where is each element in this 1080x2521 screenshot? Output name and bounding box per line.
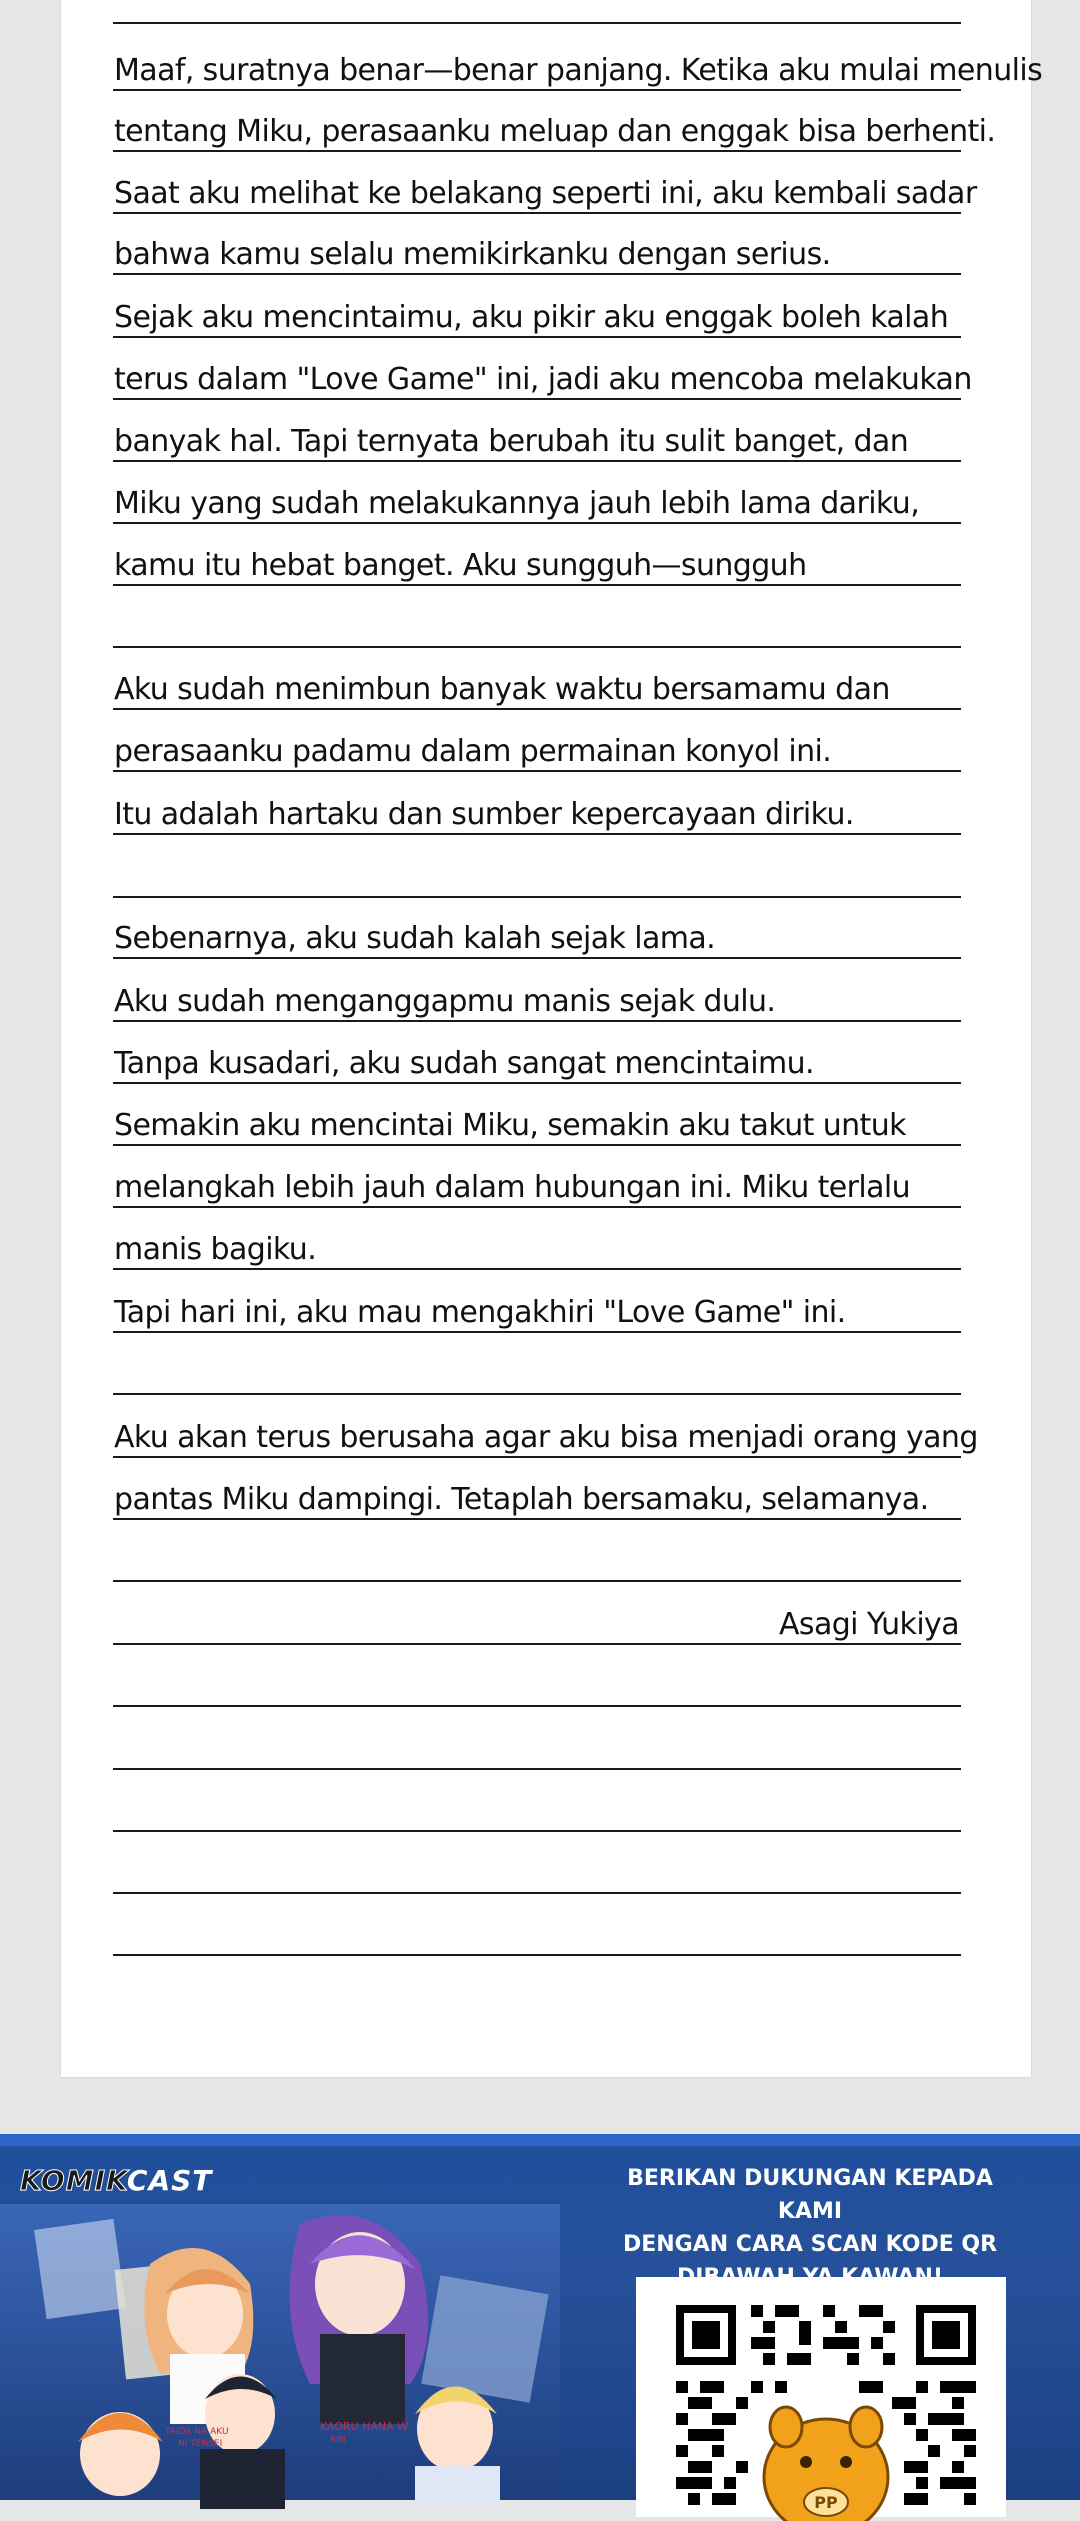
manga-characters-artwork: [0, 2204, 560, 2500]
qr-code[interactable]: [636, 2277, 1006, 2517]
ruled-line: [113, 1144, 961, 1146]
ruled-line: [113, 1705, 961, 1707]
ruled-line: [113, 150, 961, 152]
ruled-line: [113, 1206, 961, 1208]
letter-line: kamu itu hebat banget. Aku sungguh—sungguh: [114, 548, 807, 583]
ruled-line: [113, 22, 961, 24]
qr-card: [636, 2277, 1006, 2517]
card-label: KAORU HANA W: [320, 2420, 409, 2433]
ruled-line: [113, 273, 961, 275]
letter-line: Aku akan terus berusaha agar aku bisa menjadi orang yang: [114, 1420, 978, 1455]
letter-line: banyak hal. Tapi ternyata berubah itu sulit banget, dan: [114, 424, 909, 459]
ruled-line: [113, 1768, 961, 1770]
site-logo[interactable]: [20, 2164, 212, 2197]
letter-line: manis bagiku.: [114, 1232, 317, 1267]
letter-line: Aku sudah menganggapmu manis sejak dulu.: [114, 984, 776, 1019]
ruled-line: [113, 336, 961, 338]
ruled-line: [113, 770, 961, 772]
ruled-line: [113, 1892, 961, 1894]
ruled-line: [113, 1830, 961, 1832]
ruled-line: [113, 896, 961, 898]
letter-line: Sebenarnya, aku sudah kalah sejak lama.: [114, 921, 716, 956]
letter-line: terus dalam "Love Game" ini, jadi aku mencoba melakukan: [114, 362, 972, 397]
mascot-badge: PP: [814, 2493, 838, 2512]
letter-line: Semakin aku mencintai Miku, semakin aku takut untuk: [114, 1108, 906, 1143]
letter-line: Tapi hari ini, aku mau mengakhiri "Love Game" ini.: [114, 1295, 846, 1330]
letter-line: Tanpa kusadari, aku sudah sangat mencintaimu.: [114, 1046, 814, 1081]
promo-line-1: BERIKAN DUKUNGAN KEPADA KAMI: [627, 2166, 993, 2224]
logo-part-2: CAST: [126, 2164, 213, 2197]
banner-top-stripe: [0, 2134, 1080, 2146]
ruled-line: [113, 833, 961, 835]
letter-line: pantas Miku dampingi. Tetaplah bersamaku, selamanya.: [114, 1482, 929, 1517]
letter-line: Itu adalah hartaku dan sumber kepercayaan diriku.: [114, 797, 854, 832]
promo-banner: [0, 2134, 1080, 2512]
card-label: TAIDA NA AKU: [165, 2427, 229, 2437]
card-label: NI TENSEI: [178, 2439, 223, 2449]
logo-part-1: KOMIK: [20, 2164, 127, 2197]
letter-line: Saat aku melihat ke belakang seperti ini, aku kembali sadar: [114, 176, 977, 211]
promo-text: [595, 2162, 1025, 2294]
letter-line: Maaf, suratnya benar—benar panjang. Ketika aku mulai menulis: [114, 53, 1043, 88]
ruled-line: [113, 584, 961, 586]
ruled-line: [113, 1954, 961, 1956]
letter-line: melangkah lebih jauh dalam hubungan ini. Miku terlalu: [114, 1170, 911, 1205]
signature: Asagi Yukiya: [779, 1607, 959, 1642]
ruled-line: [113, 957, 961, 959]
ruled-line: [113, 1082, 961, 1084]
ruled-line: [113, 212, 961, 214]
ruled-line: [113, 398, 961, 400]
ruled-line: [113, 1331, 961, 1333]
ruled-line: [113, 1268, 961, 1270]
ruled-line: [113, 1580, 961, 1582]
ruled-line: [113, 646, 961, 648]
mascot-icon: [764, 2407, 888, 2521]
letter-line: perasaanku padamu dalam permainan konyol ini.: [114, 734, 832, 769]
ruled-line: [113, 522, 961, 524]
promo-line-2: DENGAN CARA SCAN KODE QR: [622, 2232, 998, 2257]
letter-line: Sejak aku mencintaimu, aku pikir aku enggak boleh kalah: [114, 300, 949, 335]
card-label: RIN: [330, 2435, 346, 2445]
ruled-line: [113, 460, 961, 462]
ruled-line: [113, 708, 961, 710]
ruled-line: [113, 1456, 961, 1458]
letter-line: Miku yang sudah melakukannya jauh lebih lama dariku,: [114, 486, 920, 521]
letter-line: bahwa kamu selalu memikirkanku dengan serius.: [114, 237, 831, 272]
panel-card: [34, 2219, 126, 2319]
panel-card: [421, 2275, 548, 2402]
ruled-line: [113, 1518, 961, 1520]
letter-line: tentang Miku, perasaanku meluap dan enggak bisa berhenti.: [114, 114, 996, 149]
ruled-line: [113, 1393, 961, 1395]
ruled-line: [113, 1643, 961, 1645]
letter-line: Aku sudah menimbun banyak waktu bersamamu dan: [114, 672, 890, 707]
character-blonde-boy: [415, 2387, 500, 2507]
ruled-line: [113, 1020, 961, 1022]
ruled-line: [113, 89, 961, 91]
